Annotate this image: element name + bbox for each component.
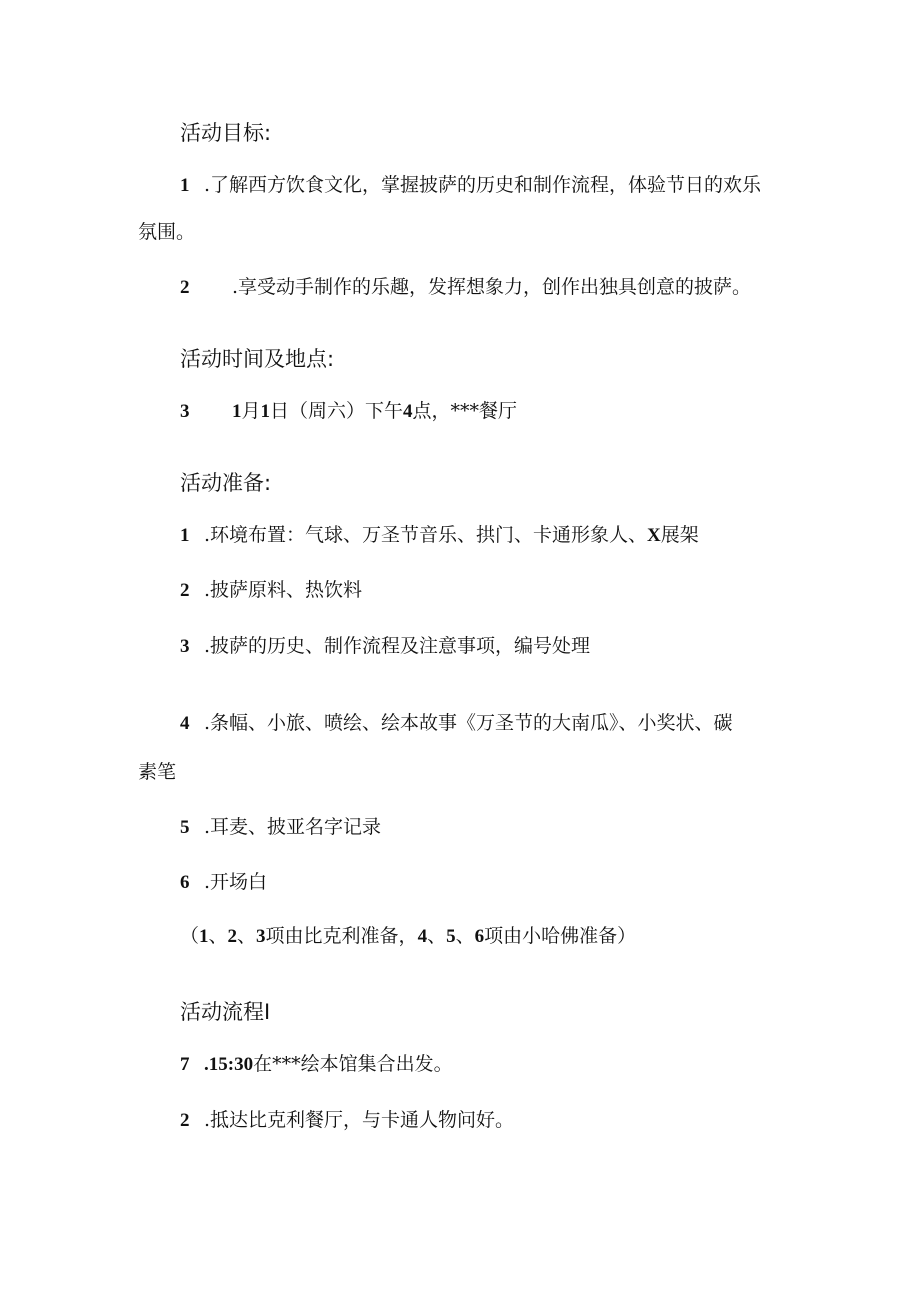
note-sep: 、 bbox=[237, 925, 257, 947]
note-sep: 、 bbox=[455, 925, 475, 947]
item-number: 2 bbox=[180, 277, 190, 298]
prep-item-3 bbox=[180, 632, 590, 661]
goal-item-2 bbox=[180, 273, 751, 302]
item-text: .享受动手制作的乐趣，发挥想象力，创作出独具创意的披萨。 bbox=[232, 276, 752, 298]
prep-item-1 bbox=[180, 521, 699, 550]
item-number: 4 bbox=[180, 713, 190, 734]
prep-item-4-continuation: 素笔 bbox=[138, 761, 177, 783]
month-label: 月 bbox=[241, 400, 261, 422]
note-number: 3 bbox=[256, 926, 266, 947]
goal-item-1-continuation: 氛围。 bbox=[138, 221, 196, 243]
prep-item-2 bbox=[180, 576, 362, 605]
item-text: .抵达比克利餐厅，与卡通人物问好。 bbox=[204, 1109, 515, 1131]
goal-item-1 bbox=[180, 171, 761, 200]
note-sep: 、 bbox=[427, 925, 447, 947]
note-number: 6 bbox=[474, 926, 485, 947]
place-label: 点，***餐厅 bbox=[412, 400, 518, 422]
note-number: 2 bbox=[227, 926, 238, 947]
prep-note bbox=[180, 922, 636, 951]
item-number: 3 bbox=[180, 401, 190, 422]
section-heading-prep: 活动准备: bbox=[180, 471, 272, 495]
item-text: .披萨的历史、制作流程及注意事项，编号处理 bbox=[204, 635, 591, 657]
note-sep: 、 bbox=[208, 925, 228, 947]
item-number: 1 bbox=[180, 525, 190, 546]
item-number: 7 bbox=[180, 1054, 190, 1075]
item-number: 5 bbox=[180, 817, 190, 838]
note-text: 项由比克利准备， bbox=[265, 925, 418, 947]
item-text: 在***绘本馆集合出发。 bbox=[253, 1053, 453, 1075]
note-number: 1 bbox=[199, 926, 209, 947]
note-number: 5 bbox=[446, 926, 456, 947]
section-heading-time-place: 活动时间及地点: bbox=[180, 347, 335, 371]
item-text: .开场白 bbox=[204, 871, 268, 893]
flow-item-2 bbox=[180, 1106, 514, 1135]
item-number: 1 bbox=[180, 175, 190, 196]
day-label: 日（周六）下午 bbox=[270, 400, 404, 422]
prep-item-6 bbox=[180, 868, 267, 897]
item-text-tail: 展架 bbox=[660, 524, 699, 546]
item-text: .耳麦、披亚名字记录 bbox=[204, 816, 382, 838]
item-text: .了解西方饮食文化，掌握披萨的历史和制作流程，体验节日的欢乐 bbox=[204, 174, 762, 196]
item-text: .条幅、小旅、喷绘、绘本故事《万圣节的大南瓜》、小奖状、碳 bbox=[204, 712, 733, 734]
hour-number: 4 bbox=[403, 401, 413, 422]
time-place-item bbox=[180, 397, 517, 426]
day-number: 1 bbox=[260, 401, 271, 422]
note-number: 4 bbox=[417, 926, 428, 947]
section-heading-goals: 活动目标: bbox=[180, 121, 272, 145]
item-number: 2 bbox=[180, 1110, 190, 1131]
item-text: .披萨原料、热饮料 bbox=[204, 579, 363, 601]
item-number: 2 bbox=[180, 580, 190, 601]
month-number: 1 bbox=[232, 401, 242, 422]
item-bold-letter: X bbox=[647, 525, 661, 546]
flow-item-1 bbox=[180, 1050, 453, 1079]
item-text: .环境布置：气球、万圣节音乐、拱门、卡通形象人、 bbox=[204, 524, 648, 546]
note-paren: （ bbox=[180, 925, 200, 947]
item-time: .15:30 bbox=[204, 1054, 254, 1075]
prep-item-4 bbox=[180, 709, 733, 738]
item-number: 6 bbox=[180, 872, 190, 893]
item-number: 3 bbox=[180, 636, 190, 657]
note-text: 项由小哈佛准备） bbox=[484, 925, 637, 947]
prep-item-5 bbox=[180, 813, 381, 842]
section-heading-flow: 活动流程I bbox=[180, 1000, 271, 1024]
